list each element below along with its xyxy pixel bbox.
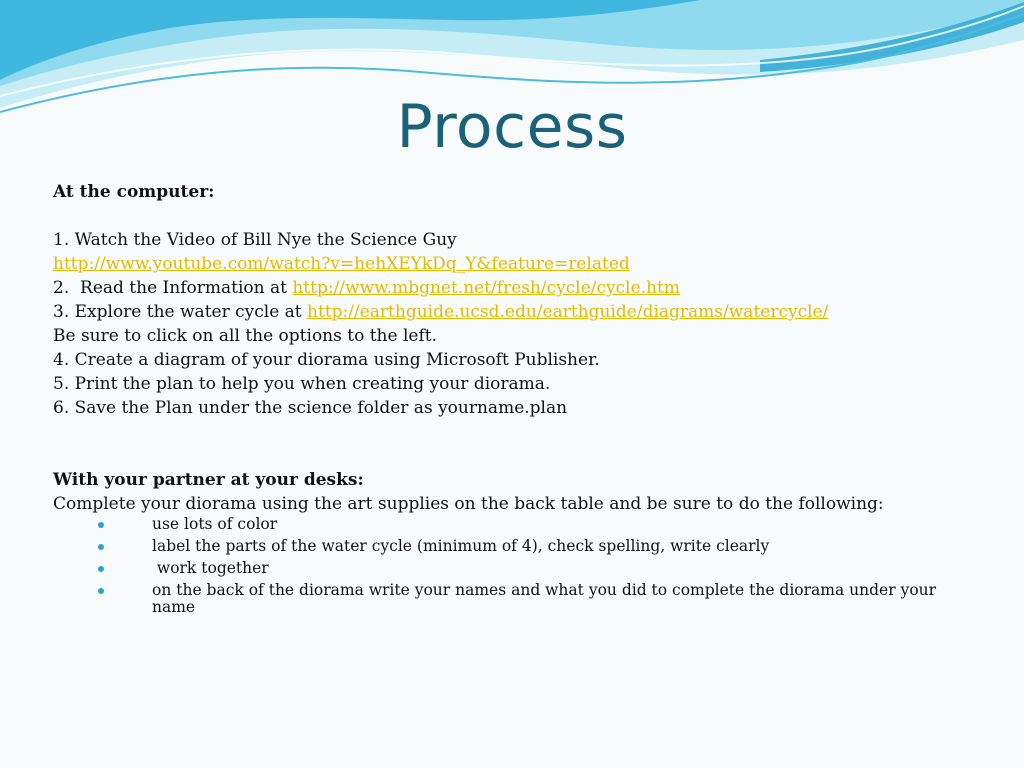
- bullet-item: [53, 516, 942, 533]
- spacer: [53, 420, 973, 468]
- slide-content: [53, 180, 973, 621]
- step-4: 4. Create a diagram of your diorama using Microsoft Publisher.: [53, 350, 600, 370]
- step-3: [53, 300, 973, 324]
- mbgnet-link[interactable]: http://www.mbgnet.net/fresh/cycle/cycle.htm: [292, 278, 680, 298]
- spacer: [53, 204, 973, 228]
- bullet-dot-icon: [98, 544, 104, 550]
- bullet-dot-icon: [98, 522, 104, 528]
- bullet-dot-icon: [98, 566, 104, 572]
- step-1-link-line: [53, 252, 973, 276]
- bullet-text: use lots of color: [152, 515, 278, 533]
- task-bullet-list: [53, 516, 973, 616]
- bullet-text: on the back of the diorama write your names and what you did to complete the diorama under your name: [152, 581, 937, 616]
- bullet-text: label the parts of the water cycle (minimum of 4), check spelling, write clearly: [152, 537, 770, 555]
- bullet-item: [53, 582, 942, 616]
- earthguide-link[interactable]: http://earthguide.ucsd.edu/earthguide/diagrams/watercycle/: [307, 302, 829, 322]
- step-2-text: 2. Read the Information at: [53, 278, 293, 298]
- step-3-note: Be sure to click on all the options to the left.: [53, 326, 437, 346]
- step-5: 5. Print the plan to help you when creating your diorama.: [53, 374, 551, 394]
- bullet-dot-icon: [98, 588, 104, 594]
- step-2: [53, 276, 973, 300]
- bullet-item: [53, 560, 942, 577]
- bullet-text: work together: [152, 559, 269, 577]
- step-3-text: 3. Explore the water cycle at: [53, 302, 308, 322]
- youtube-link[interactable]: http://www.youtube.com/watch?v=hehXEYkDq_Y&feature=related: [53, 254, 630, 274]
- bullet-item: [53, 538, 942, 555]
- slide-title: Process: [396, 92, 628, 162]
- partner-intro: Complete your diorama using the art supplies on the back table and be sure to do the following:: [53, 494, 884, 514]
- partner-heading: With your partner at your desks:: [53, 470, 364, 490]
- step-1: 1. Watch the Video of Bill Nye the Science Guy: [53, 230, 457, 250]
- step-6: 6. Save the Plan under the science folder as yourname.plan: [53, 398, 568, 418]
- computer-heading: At the computer:: [53, 182, 215, 202]
